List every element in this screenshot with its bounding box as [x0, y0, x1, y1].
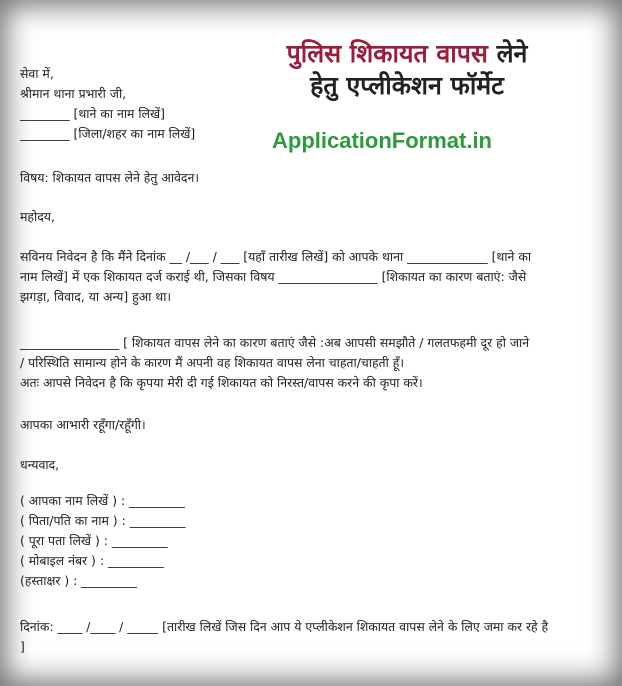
signature-field: ( पिता/पति का नाम ) : _________: [20, 513, 186, 528]
signature-field: ( पूरा पता लिखें ) : _________: [20, 533, 168, 548]
paragraph-line: नाम लिखें] में एक शिकायत दर्ज कराई थी, जिसका विषय ________________ [शिकायत का कारण बताएं: जैसे: [20, 269, 527, 284]
address-line: सेवा में,: [20, 66, 54, 81]
salutation: महोदय,: [20, 209, 55, 224]
brand-name: ApplicationFormat.in: [272, 128, 492, 153]
closing-regards: धन्यवाद,: [20, 457, 60, 472]
title-rest-text: लेने: [487, 39, 528, 68]
document-title: [222, 38, 592, 102]
title-accent-text: पुलिस शिकायत वापस: [286, 39, 488, 68]
paragraph-line: ________________ [ शिकायत वापस लेने का कारण बताएं जैसे :अब आपसी समझौते / गलतफहमी दूर हो जाने: [20, 335, 530, 350]
footer-line: दिनांक: ____ /____ / _____ [तारीख लिखें जिस दिन आप ये एप्लीकेशन शिकायत वापस लेने के लिए जमा कर रहे है: [20, 619, 549, 634]
signature-field: ( मोबाइल नंबर ) : _________: [20, 553, 164, 568]
title-line-1: [222, 38, 592, 70]
closing-thanks: आपका आभारी रहूँगा/रहूँगी।: [20, 417, 146, 432]
paragraph-line: / परिस्थिति सामान्य होने के कारण मैं अपनी वह शिकायत वापस लेना चाहता/चाहती हूँ।: [20, 355, 405, 370]
signature-field: (हस्ताक्षर ) : _________: [20, 573, 138, 588]
address-line: ________ [जिला/शहर का नाम लिखें]: [20, 126, 196, 141]
address-line: ________ [थाने का नाम लिखें]: [20, 106, 165, 121]
paragraph-line: अतः आपसे निवेदन है कि कृपया मेरी दी गई शिकायत को निरस्त/वापस करने की कृपा करें।: [20, 375, 423, 390]
address-line: श्रीमान थाना प्रभारी जी,: [20, 86, 127, 101]
title-line-2: हेतु एप्लीकेशन फॉर्मेट: [310, 71, 504, 100]
subject-line: विषय: शिकायत वापस लेने हेतु आवेदन।: [20, 170, 200, 185]
paragraph-2: [20, 333, 608, 393]
paragraph-1: [20, 247, 608, 307]
paragraph-line: झगड़ा, विवाद, या अन्य] हुआ था।: [20, 289, 172, 304]
address-block: [20, 64, 195, 144]
footer-line: ]: [20, 639, 25, 654]
signature-fields: [20, 491, 608, 591]
paragraph-line: सविनय निवेदन है कि मैंने दिनांक __ /___ / ___ [यहाँ तारीख लिखें] को आपके थाना _____________ [थाने का: [20, 249, 532, 264]
signature-field: ( आपका नाम लिखें ) : _________: [20, 493, 185, 508]
date-footer: [20, 617, 608, 657]
